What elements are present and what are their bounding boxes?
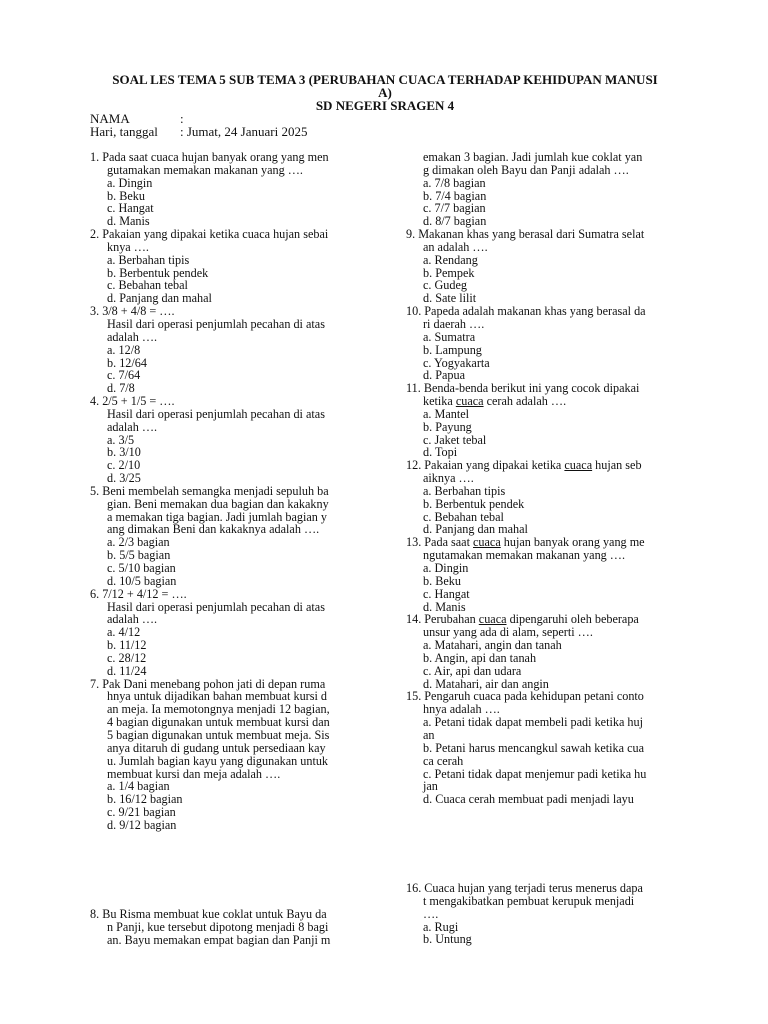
- text-run: ketika: [423, 394, 456, 409]
- option-d: d. 9/12 bagian: [107, 817, 177, 832]
- option-c: c. 28/12: [107, 650, 147, 665]
- question-text: ngutamakan memakan makanan yang ….: [423, 548, 626, 563]
- option-c: c. Petani tidak dapat menjemur padi ketika hu: [423, 766, 647, 781]
- question-text: gutamakan memakan makanan yang ….: [107, 162, 303, 177]
- option-b: b. Berbentuk pendek: [107, 265, 209, 280]
- question-text: anya ditaruh di gudang untuk persediaan kay: [107, 740, 326, 755]
- option-d: d. Papua: [423, 368, 465, 383]
- question-9: [406, 228, 706, 305]
- question-text: adalah ….: [107, 329, 158, 344]
- option-c: c. 5/10 bagian: [107, 561, 176, 575]
- option-d: d. Panjang dan mahal: [423, 522, 528, 537]
- text-run: hujan seb: [592, 458, 642, 473]
- question-text: ri daerah ….: [423, 316, 485, 331]
- option-c: c. Hangat: [423, 586, 470, 601]
- option-c: c. Jaket tebal: [423, 432, 487, 447]
- option-b: b. 3/10: [107, 445, 141, 460]
- date-value: : Jumat, 24 Januari 2025: [180, 124, 308, 139]
- option-d: d. Sate lilit: [423, 291, 477, 306]
- option-a: a. Berbahan tipis: [423, 483, 506, 498]
- question-text: 4 bagian digunakan untuk membuat kursi dan: [107, 715, 330, 730]
- option-a: a. 2/3 bagian: [107, 535, 170, 550]
- text-run: cerah adalah ….: [483, 394, 567, 409]
- text-run: 14. Perubahan: [406, 612, 479, 627]
- option-b: b. 16/12 bagian: [107, 792, 183, 807]
- option-d: d. Matahari, air dan angin: [423, 676, 549, 691]
- underlined-word: cuaca: [455, 394, 484, 409]
- question-7: [90, 678, 390, 832]
- question-14: [406, 613, 706, 690]
- option-a: a. 1/4 bagian: [107, 779, 170, 794]
- option-a: a. Rugi: [423, 919, 459, 934]
- question-text: emakan 3 bagian. Jadi jumlah kue coklat yan: [423, 150, 643, 164]
- option-d: d. 3/25: [107, 471, 141, 486]
- question-text: 3. 3/8 + 4/8 = ….: [90, 304, 175, 319]
- question-text: 5. Beni membelah semangka menjadi sepuluh ba: [90, 483, 329, 498]
- title-line-1: SOAL LES TEMA 5 SUB TEMA 3 (PERUBAHAN CUACA TERHADAP KEHIDUPAN MANUSI: [112, 72, 658, 87]
- question-text: ….: [423, 906, 439, 921]
- text-run: 13. Pada saat: [406, 535, 474, 550]
- right-column: [406, 151, 706, 806]
- option-a: a. 7/8 bagian: [423, 175, 486, 190]
- option-d: d. 8/7 bagian: [423, 214, 487, 229]
- option-c: c. Hangat: [107, 201, 154, 216]
- question-text: aiknya ….: [423, 471, 474, 486]
- school-name: SD NEGERI SRAGEN 4: [315, 98, 455, 113]
- question-text: 6. 7/12 + 4/12 = ….: [90, 586, 187, 601]
- option-b: b. Pempek: [423, 265, 475, 280]
- question-text: 4. 2/5 + 1/5 = ….: [90, 394, 175, 409]
- option-d: d. Panjang dan mahal: [107, 291, 212, 306]
- question-text: a memakan tiga bagian. Jadi jumlah bagian y: [107, 509, 327, 524]
- option-a: a. Mantel: [423, 406, 470, 421]
- option-c: c. Air, api dan udara: [423, 663, 522, 678]
- option-b-cont: ca cerah: [423, 753, 464, 768]
- question-text: 16. Cuaca hujan yang terjadi terus menerus dapa: [406, 881, 643, 895]
- question-text: 11. Benda-benda berikut ini yang cocok dipakai: [406, 381, 640, 396]
- option-d: d. 11/24: [107, 663, 147, 678]
- option-c: c. 7/7 bagian: [423, 201, 486, 216]
- question-15: [406, 690, 706, 806]
- option-b: b. 11/12: [107, 638, 147, 653]
- question-text: adalah ….: [107, 612, 158, 627]
- question-8: [90, 908, 390, 947]
- question-text: an meja. Ia memotongnya menjadi 12 bagian,: [107, 702, 330, 717]
- question-text: Hasil dari operasi penjumlah pecahan di atas: [107, 406, 325, 421]
- question-text: ang dimakan Beni dan kakaknya adalah ….: [107, 522, 320, 537]
- question-text: 15. Pengaruh cuaca pada kehidupan petani conto: [406, 689, 644, 704]
- text-run: 12. Pakaian yang dipakai ketika: [406, 458, 565, 473]
- option-a: a. 3/5: [107, 432, 135, 447]
- question-16: [406, 882, 706, 946]
- option-c: c. Bebahan tebal: [423, 509, 504, 524]
- left-column-bottom: [90, 908, 390, 947]
- question-13: [406, 536, 706, 613]
- date-field: [90, 125, 307, 138]
- question-11: [406, 382, 706, 459]
- name-value: :: [180, 111, 184, 126]
- option-b: b. 5/5 bagian: [107, 548, 171, 563]
- question-text: 7. Pak Dani menebang pohon jati di depan ruma: [90, 676, 326, 691]
- question-text: hnya adalah ….: [423, 702, 500, 717]
- question-text: 5 bagian digunakan untuk membuat meja. Sis: [107, 727, 330, 742]
- option-a: a. Dingin: [107, 175, 153, 190]
- question-1: [90, 151, 390, 228]
- date-label: Hari, tanggal: [90, 124, 158, 139]
- option-c-cont: jan: [423, 779, 438, 794]
- left-column: [90, 151, 390, 832]
- option-b: b. Untung: [423, 932, 472, 947]
- option-b: b. Lampung: [423, 342, 482, 357]
- question-text: 1. Pada saat cuaca hujan banyak orang yang men: [90, 150, 329, 164]
- option-d: d. Topi: [423, 445, 458, 460]
- right-column-bottom: [406, 882, 706, 946]
- option-c: c. Yogyakarta: [423, 355, 490, 370]
- question-text: u. Jumlah bagian kayu yang digunakan untuk: [107, 753, 329, 768]
- option-a: a. Rendang: [423, 252, 478, 267]
- option-d: d. 7/8: [107, 381, 135, 396]
- option-d: d. 10/5 bagian: [107, 573, 177, 588]
- option-c: c. 2/10: [107, 458, 141, 473]
- text-run: dipengaruhi oleh beberapa: [506, 612, 639, 627]
- question-text: Hasil dari operasi penjumlah pecahan di atas: [107, 599, 325, 614]
- question-2: [90, 228, 390, 305]
- option-a: a. Sumatra: [423, 329, 476, 344]
- option-b: b. Petani harus mencangkul sawah ketika cua: [423, 740, 644, 755]
- underlined-word: cuaca: [473, 535, 501, 550]
- option-d: d. Manis: [423, 599, 466, 614]
- option-b: b. 7/4 bagian: [423, 188, 487, 203]
- question-4: [90, 395, 390, 485]
- option-b: b. Angin, api dan tanah: [423, 650, 537, 665]
- question-text: hnya untuk dijadikan bahan membuat kursi d: [107, 689, 328, 704]
- question-text: an. Bayu memakan empat bagian dan Panji m: [107, 932, 331, 947]
- question-3: [90, 305, 390, 395]
- underlined-word: cuaca: [478, 612, 507, 627]
- question-text: 8. Bu Risma membuat kue coklat untuk Bayu da: [90, 907, 327, 921]
- option-b: b. Beku: [107, 188, 145, 203]
- question-text: unsur yang ada di alam, seperti ….: [423, 625, 593, 640]
- question-text: 2. Pakaian yang dipakai ketika cuaca hujan sebai: [90, 227, 329, 242]
- question-10: [406, 305, 706, 382]
- underlined-word: cuaca: [564, 458, 593, 473]
- name-label: NAMA: [90, 111, 130, 126]
- option-a: a. 4/12: [107, 625, 141, 640]
- question-text: 9. Makanan khas yang berasal dari Sumatra selat: [406, 227, 645, 242]
- question-text: g dimakan oleh Bayu dan Panji adalah ….: [423, 162, 629, 177]
- option-c: c. Gudeg: [423, 278, 467, 293]
- question-text: Hasil dari operasi penjumlah pecahan di atas: [107, 316, 325, 331]
- question-text: t mengakibatkan pembuat kerupuk menjadi: [423, 893, 635, 908]
- option-a: a. Berbahan tipis: [107, 252, 190, 267]
- question-text: 10. Papeda adalah makanan khas yang berasal da: [406, 304, 646, 319]
- question-text: adalah ….: [107, 419, 158, 434]
- option-d: d. Manis: [107, 214, 150, 229]
- text-run: hujan banyak orang yang me: [500, 535, 645, 550]
- option-c: c. Bebahan tebal: [107, 278, 188, 293]
- option-b: b. Payung: [423, 419, 472, 434]
- option-a: a. 12/8: [107, 342, 141, 357]
- question-6: [90, 588, 390, 678]
- question-text: knya ….: [107, 239, 149, 254]
- option-b: b. Beku: [423, 573, 461, 588]
- option-d: d. Cuaca cerah membuat padi menjadi layu: [423, 792, 634, 807]
- question-text: gian. Beni memakan dua bagian dan kakakny: [107, 496, 329, 511]
- question-text: n Panji, kue tersebut dipotong menjadi 8 bagi: [107, 919, 329, 934]
- title-line-2: A): [378, 85, 392, 100]
- question-text: an adalah ….: [423, 239, 488, 254]
- option-a-cont: an: [423, 727, 435, 742]
- option-a: a. Petani tidak dapat membeli padi ketika huj: [423, 715, 643, 730]
- option-c: c. 9/21 bagian: [107, 805, 176, 820]
- option-b: b. Berbentuk pendek: [423, 496, 525, 511]
- question-8-continued: [406, 151, 706, 228]
- option-c: c. 7/64: [107, 368, 141, 383]
- question-5: [90, 485, 390, 588]
- question-12: [406, 459, 706, 536]
- option-b: b. 12/64: [107, 355, 147, 370]
- question-text: [406, 395, 706, 408]
- option-a: a. Dingin: [423, 561, 469, 575]
- question-text: membuat kursi dan meja adalah ….: [107, 766, 281, 781]
- option-a: a. Matahari, angin dan tanah: [423, 638, 562, 653]
